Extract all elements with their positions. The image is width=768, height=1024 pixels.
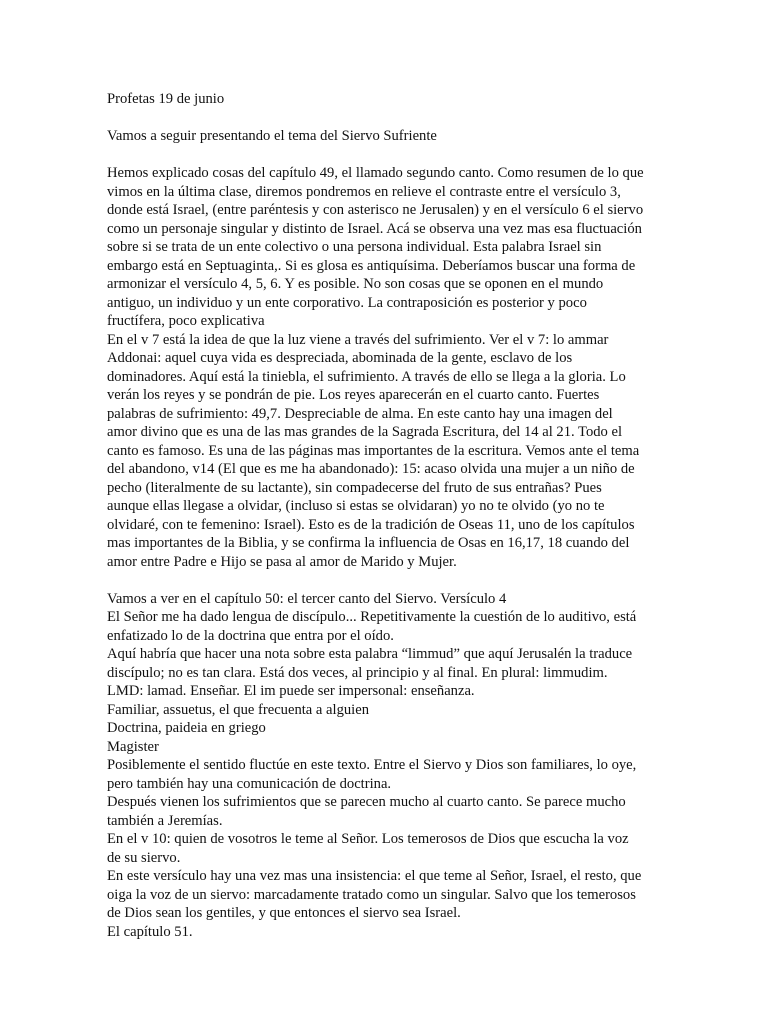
paragraph-3 (107, 590, 767, 942)
text-line: Posiblemente el sentido fluctúe en este texto. Entre el Siervo y Dios son familiares, lo oye, (107, 757, 637, 773)
text-line: En este versículo hay una vez mas una insistencia: el que teme al Señor, Israel, el resto, que (107, 868, 642, 884)
spacer (107, 146, 767, 165)
text-line: mas importantes de la Biblia, y se confirma la influencia de Osas en 16,17, 18 cuando del (107, 535, 630, 551)
document-subtitle: Vamos a seguir presentando el tema del Siervo Sufriente (107, 128, 437, 144)
text-line: Addonai: aquel cuya vida es despreciada, abominada de la gente, esclavo de los (107, 350, 573, 366)
text-line: En el v 10: quien de vosotros le teme al Señor. Los temerosos de Dios que escucha la voz (107, 831, 629, 847)
text-line: Vamos a ver en el capítulo 50: el tercer canto del Siervo. Versículo 4 (107, 590, 507, 607)
text-line: pecho (literalmente de su lactante), sin compadecerse del fruto de sus entrañas? Pues (107, 479, 602, 496)
text-line: LMD: lamad. Enseñar. El im puede ser impersonal: enseñanza. (107, 683, 475, 699)
text-line: Después vienen los sufrimientos que se parecen mucho al cuarto canto. Se parece mucho (107, 794, 626, 810)
text-line: oiga la voz de un siervo: marcadamente tratado como un singular. Salvo que los temerosos (107, 886, 636, 903)
text-line: donde está Israel, (entre paréntesis y con asterisco ne Jerusalen) y en el versículo 6 el siervo (107, 202, 644, 218)
text-line: El capítulo 51. (107, 923, 193, 940)
text-line: canto es famoso. Es una de las páginas mas importantes de la escritura. Vemos ante el tema (107, 442, 640, 459)
text-line: Aquí habría que hacer una nota sobre esta palabra “limmud” que aquí Jerusalén la traduce (107, 646, 633, 662)
text-line: amor divino que es una de las mas grandes de la Sagrada Escritura, del 14 al 21. Todo el (107, 424, 623, 440)
text-line: como un personaje singular y distinto de Israel. Acá se observa una vez mas esa fluctuación (107, 220, 642, 237)
text-line: también a Jeremías. (107, 812, 223, 829)
text-line: palabras de sufrimiento: 49,7. Despreciable de alma. En este canto hay una imagen del (107, 405, 613, 422)
text-line: Doctrina, paideia en griego (107, 720, 266, 736)
text-line: embargo está en Septuaginta,. Si es glosa es antiquísima. Deberíamos buscar una forma de (107, 257, 636, 274)
text-line: enfatizado lo de la doctrina que entra por el oído. (107, 627, 394, 644)
text-line: del abandono, v14 (El que es me ha abandonado): 15: acaso olvida una mujer a un niño de (107, 461, 635, 477)
text-line: El Señor me ha dado lengua de discípulo... Repetitivamente la cuestión de lo auditivo, está (107, 609, 637, 625)
paragraph-1 (107, 164, 767, 331)
spacer (107, 109, 767, 128)
text-line: Magister (107, 738, 159, 755)
paragraph-2 (107, 331, 767, 572)
text-line: Familiar, assuetus, el que frecuenta a alguien (107, 701, 370, 718)
text-line: armonizar el versículo 4, 5, 6. Y es posible. No son cosas que se oponen en el mundo (107, 276, 604, 292)
text-line: de su siervo. (107, 849, 181, 866)
document-title: Profetas 19 de junio (107, 91, 225, 107)
text-line: discípulo; no es tan clara. Está dos veces, al principio y al final. En plural: limmudim. (107, 664, 608, 681)
text-line: verán los reyes y se pondrán de pie. Los reyes aparecerán en el cuarto canto. Fuertes (107, 387, 600, 403)
text-line: de Dios sean los gentiles, y que entonces el siervo sea Israel. (107, 905, 461, 921)
spacer (107, 571, 767, 590)
text-line: En el v 7 está la idea de que la luz viene a través del sufrimiento. Ver el v 7: lo ammar (107, 331, 609, 348)
text-line: olvidaré, con te femenino: Israel). Esto es de la tradición de Oseas 11, uno de los capítulos (107, 516, 635, 533)
text-line: fructífera, poco explicativa (107, 313, 265, 329)
text-line: vimos en la última clase, diremos pondremos en relieve el contraste entre el versículo 3, (107, 183, 621, 200)
text-line: antiguo, un individuo y un ente corporativo. La contraposición es posterior y poco (107, 294, 587, 311)
text-line: sobre si se trata de un ente colectivo o una persona individual. Esta palabra Israel sin (107, 239, 602, 255)
text-line: aunque ellas llegase a olvidar, (incluso si estas se olvidaran) yo no te olvido (yo no te (107, 498, 605, 514)
text-line: pero también hay una comunicación de doctrina. (107, 775, 392, 792)
text-line: Hemos explicado cosas del capítulo 49, el llamado segundo canto. Como resumen de lo que (107, 165, 644, 181)
text-line: dominadores. Aquí está la tiniebla, el sufrimiento. A través de ello se llega a la gloria. Lo (107, 368, 626, 385)
text-line: amor entre Padre e Hijo se pasa al amor de Marido y Mujer. (107, 553, 457, 570)
document-page (107, 90, 767, 941)
